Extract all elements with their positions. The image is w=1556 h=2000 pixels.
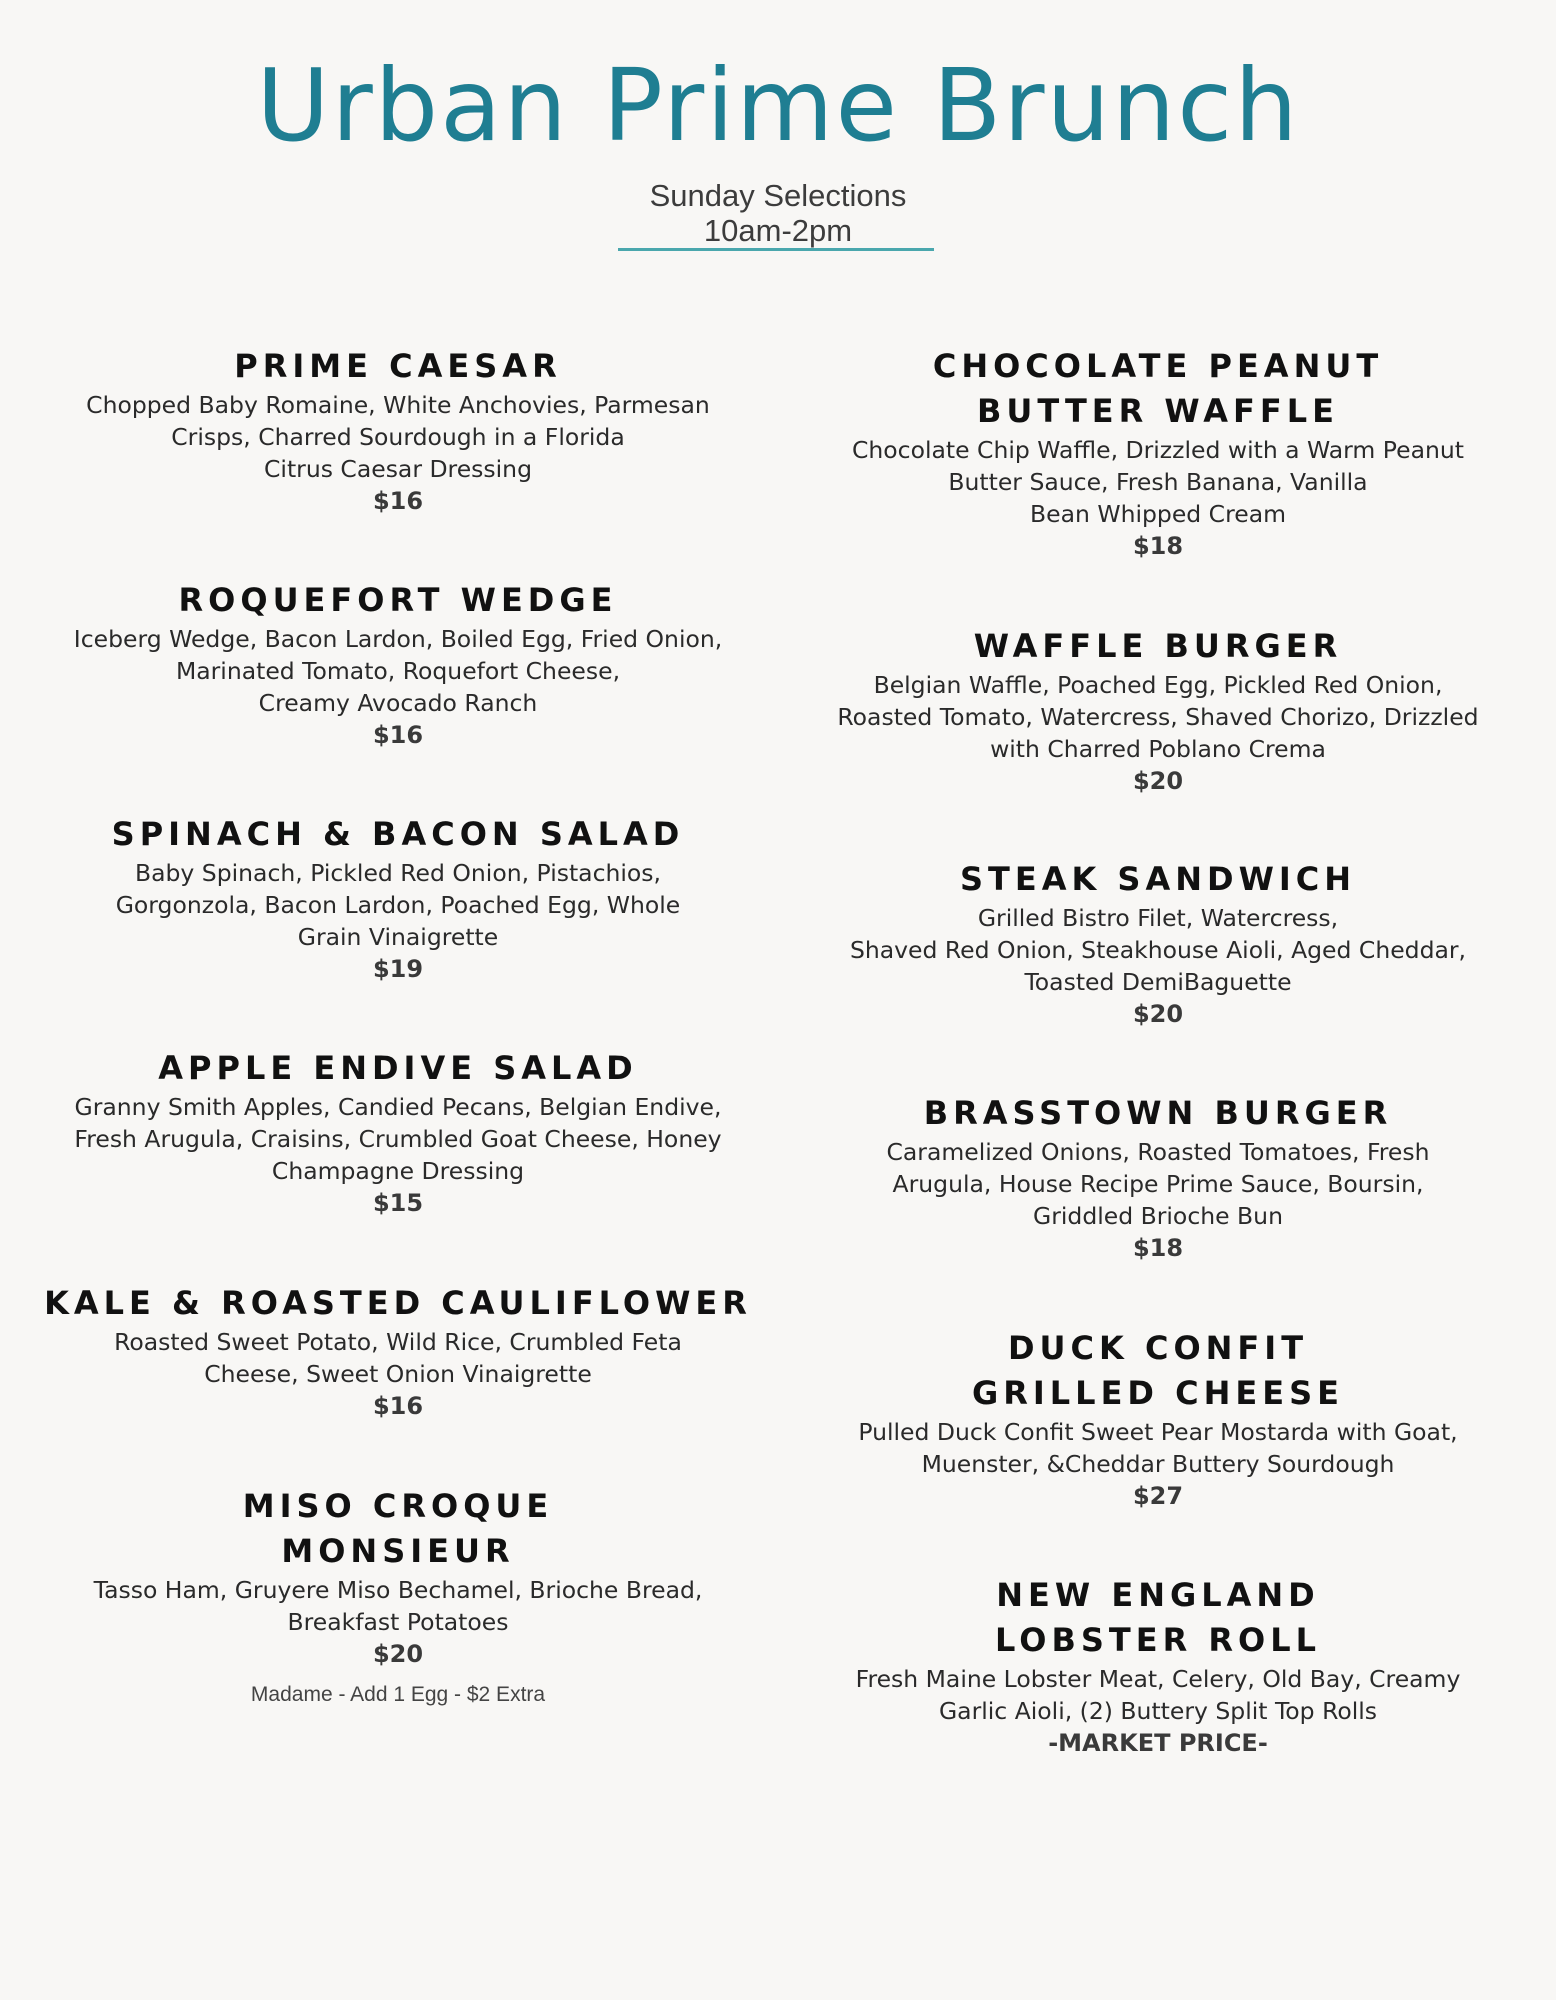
item-price: $16 [372, 487, 424, 515]
menu-item-duck-confit-grilled-cheese [798, 1326, 1518, 1512]
item-name: WAFFLE BURGER [973, 627, 1343, 665]
item-name: KALE & ROASTED CAULIFLOWER [44, 1284, 752, 1322]
item-description-line: Roasted Sweet Potato, Wild Rice, Crumbled Feta [114, 1328, 682, 1356]
menu-item-new-england-lobster-roll [798, 1573, 1518, 1759]
item-description-line: Caramelized Onions, Roasted Tomatoes, Fresh [886, 1138, 1430, 1166]
menu-item-chocolate-peanut-butter-waffle [798, 344, 1518, 562]
item-name: BRASSTOWN BURGER [923, 1094, 1393, 1132]
service-time: 10am-2pm [703, 213, 853, 248]
item-name: GRILLED CHEESE [971, 1374, 1345, 1412]
item-description-line: with Charred Poblano Crema [990, 735, 1326, 763]
item-price: $19 [372, 955, 424, 983]
item-description-line: Toasted DemiBaguette [1024, 968, 1292, 996]
menu-item-spinach-bacon-salad [38, 812, 758, 985]
item-description-line: Belgian Waffle, Poached Egg, Pickled Red Onion, [873, 671, 1443, 699]
menu-item-brasstown-burger [798, 1091, 1518, 1264]
item-name: NEW ENGLAND [996, 1576, 1320, 1614]
item-description-line: Creamy Avocado Ranch [258, 689, 538, 717]
menu-item-prime-caesar [38, 344, 758, 517]
item-description-line: Muenster, &Cheddar Buttery Sourdough [921, 1450, 1395, 1478]
item-description-line: Fresh Arugula, Craisins, Crumbled Goat Cheese, Honey [74, 1125, 722, 1153]
item-name: LOBSTER ROLL [995, 1621, 1321, 1659]
menu-item-steak-sandwich [798, 857, 1518, 1030]
item-description-line: Butter Sauce, Fresh Banana, Vanilla [948, 468, 1368, 496]
item-price: $20 [1132, 767, 1184, 795]
item-note: Madame - Add 1 Egg - $2 Extra [250, 1683, 546, 1706]
service-day: Sunday Selections [649, 178, 907, 213]
item-name: PRIME CAESAR [234, 347, 562, 385]
item-name: BUTTER WAFFLE [977, 392, 1339, 430]
item-description-line: Chopped Baby Romaine, White Anchovies, Parmesan [86, 391, 710, 419]
item-description-line: Garlic Aioli, (2) Buttery Split Top Rolls [938, 1697, 1378, 1725]
item-name: APPLE ENDIVE SALAD [158, 1049, 638, 1087]
item-description-line: Breakfast Potatoes [287, 1608, 509, 1636]
item-description-line: Arugula, House Recipe Prime Sauce, Boursin, [892, 1170, 1424, 1198]
subtitle-divider [618, 248, 934, 251]
item-price: $16 [372, 1392, 424, 1420]
menu-item-apple-endive-salad [38, 1046, 758, 1219]
menu-item-waffle-burger [798, 624, 1518, 797]
item-name: MONSIEUR [281, 1532, 515, 1570]
item-description-line: Crisps, Charred Sourdough in a Florida [171, 423, 625, 451]
item-price: $15 [372, 1189, 424, 1217]
item-name: ROQUEFORT WEDGE [178, 581, 618, 619]
service-hours [0, 178, 1556, 248]
item-description-line: Griddled Brioche Bun [1033, 1202, 1283, 1230]
item-description-line: Bean Whipped Cream [1030, 500, 1286, 528]
item-description-line: Roasted Tomato, Watercress, Shaved Chorizo, Drizzled [837, 703, 1479, 731]
item-description-line: Citrus Caesar Dressing [264, 455, 532, 483]
item-description-line: Shaved Red Onion, Steakhouse Aioli, Aged Cheddar, [849, 936, 1467, 964]
item-description-line: Baby Spinach, Pickled Red Onion, Pistachios, [134, 859, 662, 887]
item-price: $16 [372, 721, 424, 749]
item-price: $20 [372, 1640, 424, 1668]
item-price: $27 [1132, 1482, 1184, 1510]
item-name: STEAK SANDWICH [959, 860, 1357, 898]
item-description-line: Iceberg Wedge, Bacon Lardon, Boiled Egg, Fried Onion, [73, 625, 723, 653]
menu-item-kale-roasted-cauliflower [38, 1281, 758, 1422]
item-price: $20 [1132, 1000, 1184, 1028]
item-name: MISO CROQUE [242, 1487, 554, 1525]
menu-item-miso-croque-monsieur [38, 1484, 758, 1710]
item-description-line: Granny Smith Apples, Candied Pecans, Belgian Endive, [74, 1093, 722, 1121]
item-name: CHOCOLATE PEANUT [932, 347, 1384, 385]
item-name: SPINACH & BACON SALAD [111, 815, 685, 853]
item-description-line: Gorgonzola, Bacon Lardon, Poached Egg, Whole [115, 891, 681, 919]
item-description-line: Marinated Tomato, Roquefort Cheese, [175, 657, 621, 685]
item-description-line: Cheese, Sweet Onion Vinaigrette [204, 1360, 592, 1388]
item-price: -MARKET PRICE- [1048, 1729, 1268, 1757]
item-name: DUCK CONFIT [1007, 1329, 1309, 1367]
item-description-line: Chocolate Chip Waffle, Drizzled with a Warm Peanut [852, 436, 1464, 464]
menu-item-roquefort-wedge [38, 578, 758, 751]
item-price: $18 [1132, 532, 1184, 560]
item-price: $18 [1132, 1234, 1184, 1262]
page-title: Urban Prime Brunch [256, 47, 1300, 164]
item-description-line: Grilled Bistro Filet, Watercress, [977, 904, 1339, 932]
item-description-line: Champagne Dressing [271, 1157, 525, 1185]
item-description-line: Pulled Duck Confit Sweet Pear Mostarda with Goat, [858, 1418, 1458, 1446]
item-description-line: Grain Vinaigrette [297, 923, 499, 951]
item-description-line: Fresh Maine Lobster Meat, Celery, Old Bay, Creamy [855, 1665, 1461, 1693]
item-description-line: Tasso Ham, Gruyere Miso Bechamel, Brioche Bread, [93, 1576, 703, 1604]
